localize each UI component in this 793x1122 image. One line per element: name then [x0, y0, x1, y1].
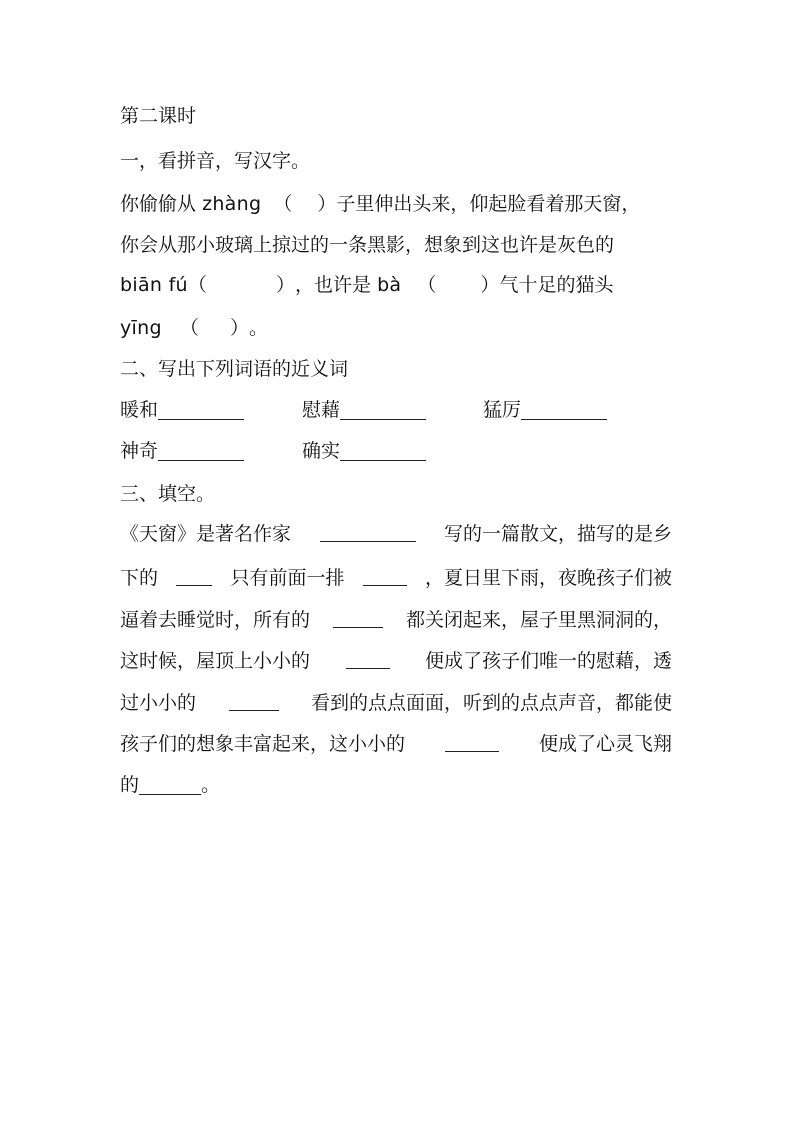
section3-line1: 《天窗》是著名作家 写的一篇散文，描写的是乡: [120, 517, 672, 551]
answer-paren-ba[interactable]: （ ）: [417, 274, 500, 296]
synonym-blank[interactable]: [158, 436, 244, 461]
fill-blank[interactable]: [346, 644, 390, 669]
section3-line3: 逼着去睡觉时，所有的 都关闭起来，屋子里黑洞洞的，: [120, 603, 672, 637]
pinyin-ying: yīng: [120, 317, 162, 339]
section3-line7: 的 。: [120, 768, 220, 802]
fill-blank[interactable]: [363, 561, 407, 586]
fill-blank[interactable]: [139, 770, 201, 795]
pinyin-zhang: zhàng: [202, 193, 262, 215]
fill-blank[interactable]: [229, 686, 279, 711]
section2-heading: 二、写出下列词语的近义词: [120, 358, 349, 380]
s1l3-post: 气十足的猫头: [499, 274, 614, 296]
lesson-title: 第二课时: [120, 105, 197, 127]
section1-line3: [120, 268, 613, 302]
synonym-item: 神奇: [120, 434, 244, 468]
synonym-item: 慰藉: [302, 393, 426, 427]
fill-blank[interactable]: [333, 603, 383, 628]
synonym-blank[interactable]: [521, 395, 607, 420]
s1l1-post: 子里伸出头来，仰起脸看着那天窗，: [336, 193, 641, 215]
synonym-blank[interactable]: [158, 395, 244, 420]
synonym-item: 确实: [302, 434, 426, 468]
s1l1-pre: 你偷偷从: [120, 193, 197, 215]
section3-line6: 孩子们的想象丰富起来，这小小的 便成了心灵飞翔: [120, 727, 672, 761]
s1l3-mid: ，也许是: [295, 274, 372, 296]
answer-paren-bianfu[interactable]: （ ）: [187, 274, 295, 296]
section1-heading: 一，看拼音，写汉字。: [120, 150, 311, 172]
section1-line2: 你会从那小玻璃上掠过的一条黑影，想象到这也许是灰色的: [120, 234, 615, 256]
section1-line1: [120, 187, 640, 221]
section1-line4: [120, 311, 268, 345]
fill-blank[interactable]: [445, 727, 499, 752]
s1l4-post: 。: [248, 317, 268, 339]
synonym-item: 暖和: [120, 393, 244, 427]
pinyin-ba: bà: [377, 274, 402, 296]
fill-blank[interactable]: [176, 561, 212, 586]
synonym-blank[interactable]: [340, 395, 426, 420]
answer-paren-ying[interactable]: （ ）: [179, 317, 249, 339]
pinyin-bianfu: biān fú: [120, 274, 188, 296]
section3-line4: 这时候，屋顶上小小的 便成了孩子们唯一的慰藉，透: [120, 644, 672, 678]
answer-paren-zhang[interactable]: （ ）: [273, 193, 337, 215]
fill-blank-author[interactable]: [320, 517, 416, 542]
synonym-blank[interactable]: [340, 436, 426, 461]
section3-heading: 三、填空。: [120, 483, 216, 505]
section3-line5: 过小小的 看到的点点面面，听到的点点声音，都能使: [120, 686, 672, 720]
section3-line2: 下的 只有前面一排 ，夏日里下雨，夜晚孩子们被: [120, 561, 672, 595]
synonym-item: 猛厉: [483, 393, 607, 427]
